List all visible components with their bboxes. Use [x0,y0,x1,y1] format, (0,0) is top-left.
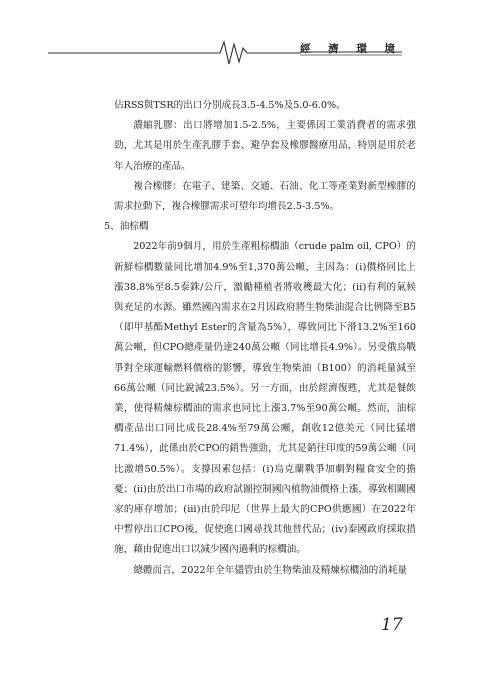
body-text [104,96,416,581]
paragraph: 複合橡膠：在電子、建築、交通、石油、化工等產業對新型橡膠的需求拉動下，複合橡膠需求可望年均增長2.5-3.5%。 [114,180,416,213]
header-rule-heartbeat [0,38,480,68]
section-title: 經 濟 環 境 [300,43,402,55]
section-heading: 5、油棕櫚 [104,221,149,233]
paragraph: 濃縮乳膠：出口將增加1.5-2.5%，主要係因工業消費者的需求強勁，尤其是用於生產乳膠手套、避孕套及橡膠醫療用品，特別是用於老年人治療的產品。 [114,120,416,172]
paragraph: 2022年前9個月，用於生產粗棕櫚油（crude palm oil, CPO）的新鮮棕櫚數量同比增加4.9%至1,370萬公噸，主因為：(ⅰ)價格同比上漲38.8%至8.5泰銖/公斤，激勵種植者將收穫最大化；(ⅱ)有利的氣候與充足的水源。雖然國內需求在2月因政府將生物柴油混合比例降至B5（即甲基酯Methyl Ester的含量為5%），導致同比下滑13.2%至160萬公噸，但CPO總產量仍達240萬公噸（同比增長4.9%）。另受俄烏戰爭對全球運輸燃料價格的影響，導致生物柴油（B100）的消耗量減至66萬公噸（同比銳減23.5%）。另一方面，由於經濟復甦，尤其是餐飲業，使得精煉棕櫚油的需求也同比上漲3.7%至90萬公噸。然而，油棕櫚產品出口同比成長28.4%至79萬公噸，創收12億美元（同比猛增71.4%），此係由於CPO的銷售強勁，尤其是銷往印度的59萬公噸（同比激增50.5%）。支撐因素包括：(ⅰ)烏克蘭戰爭加劇對糧食安全的擔憂；(ⅱ)由於出口市場的政府試圖控制國內植物油價格上漲，導致相關國家的庫存增加；(ⅲ)由於印尼（世界上最大的CPO供應國）在2022年中暫停出口CPO後，促使進口國尋找其他替代品；(ⅳ)泰國政府採取措施，藉由促進出口以減少國內過剩的棕櫚油。 [114,241,416,556]
page-header [0,38,480,68]
paragraph: 總體而言，2022年全年儘管由於生物柴油及精煉棕櫚油的消耗量 [133,564,408,576]
paragraph: 佔RSS與TSR的出口分別成長3.5-4.5%及5.0-6.0%。 [114,100,346,111]
page-number: 17 [381,615,403,635]
